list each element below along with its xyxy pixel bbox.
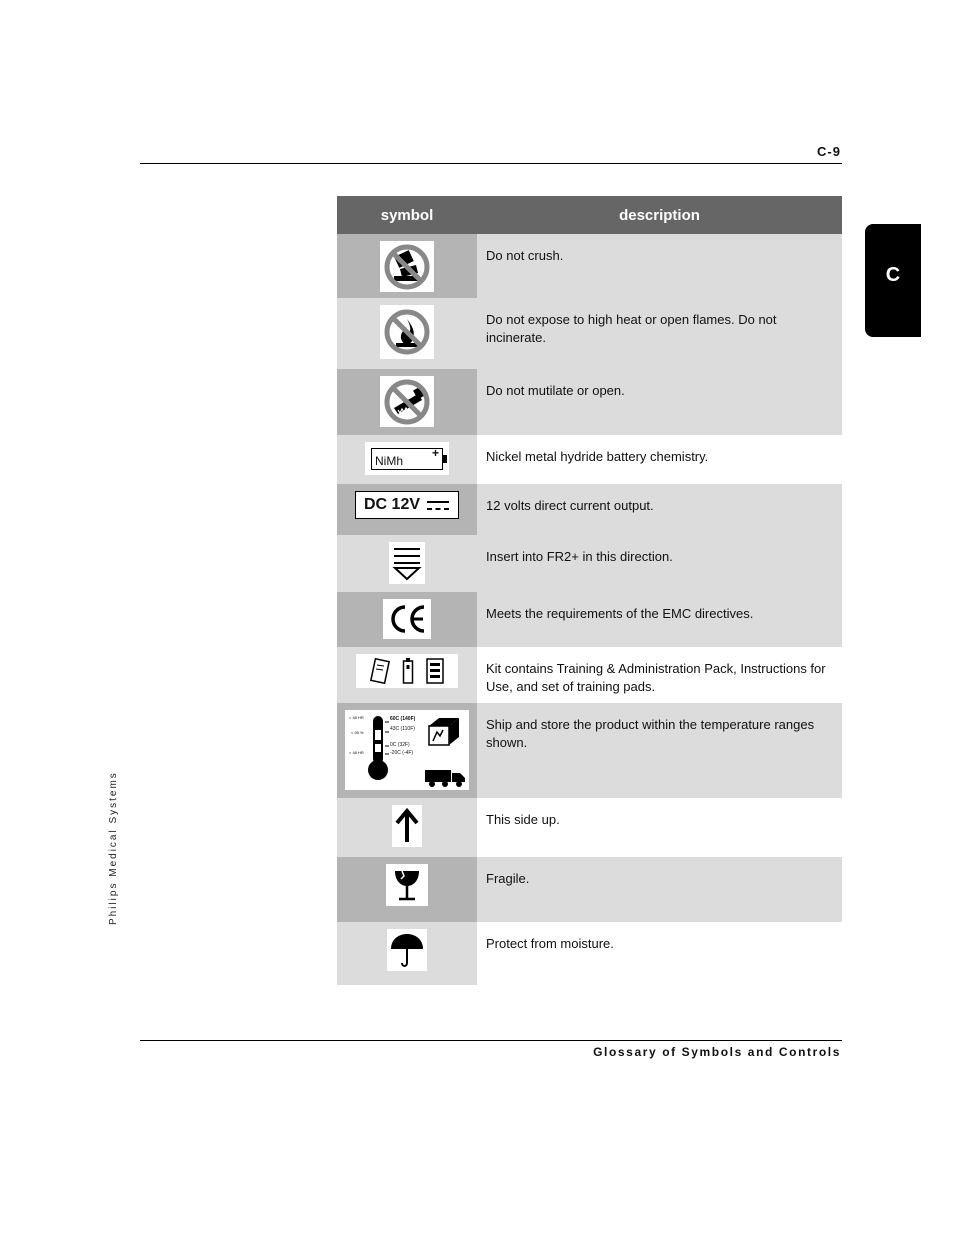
footer-rule — [140, 1040, 842, 1041]
kit-contents-icon — [356, 654, 458, 688]
label-temp-60c: 60C (140F) — [390, 716, 416, 722]
training-pads-icon — [425, 657, 445, 685]
table-row — [337, 435, 842, 484]
table-row — [337, 535, 842, 592]
symbol-cell — [337, 592, 477, 647]
table-row — [337, 592, 842, 647]
section-tab-label: C — [885, 264, 901, 286]
ce-mark-icon — [383, 599, 431, 639]
label-duration-a: < 48 HR — [349, 715, 364, 720]
symbol-cell — [337, 484, 477, 535]
table-row — [337, 234, 842, 298]
dc-voltage-label: DC 12V — [363, 496, 421, 513]
description-cell: Meets the requirements of the EMC directives. — [477, 592, 842, 647]
description-cell: Do not crush. — [477, 234, 842, 298]
table-row — [337, 484, 842, 535]
do-not-crush-icon — [380, 241, 434, 292]
description-cell: Do not mutilate or open. — [477, 369, 842, 435]
instructions-icon — [402, 657, 414, 685]
section-tab[interactable] — [865, 224, 921, 337]
battery-label: NiMh — [375, 453, 404, 468]
plus-icon: + — [431, 445, 439, 460]
description-cell: This side up. — [477, 798, 842, 857]
symbol-column-header: symbol — [380, 206, 434, 224]
do-not-mutilate-icon — [380, 376, 434, 427]
table-row — [337, 922, 842, 985]
direct-current-icon — [426, 498, 450, 512]
description-cell: Nickel metal hydride battery chemistry. — [477, 435, 842, 484]
no-heat-flame-icon — [380, 305, 434, 359]
temperature-range-icon — [345, 710, 469, 790]
description-cell: Kit contains Training & Administration Pack, Instructions for Use, and set of training pads. — [477, 647, 842, 703]
publisher-side-text: Philips Medical Systems — [108, 771, 119, 925]
label-temp-minus20c: -20C (-4F) — [390, 750, 414, 756]
insert-direction-icon — [389, 542, 425, 584]
thermometer-icon — [363, 714, 393, 784]
footer-title: Glossary of Symbols and Controls — [593, 1045, 841, 1059]
label-duration-b: < 48 HR — [349, 750, 364, 755]
description-column-header: description — [619, 206, 700, 224]
symbol-cell — [337, 369, 477, 435]
table-row — [337, 298, 842, 369]
protect-moisture-icon — [387, 929, 427, 971]
truck-icon — [425, 768, 467, 788]
table-row — [337, 369, 842, 435]
symbol-cell — [337, 234, 477, 298]
description-cell: Ship and store the product within the temperature ranges shown. — [477, 703, 842, 798]
symbol-cell — [337, 535, 477, 592]
description-cell: Do not expose to high heat or open flames. Do not incinerate. — [477, 298, 842, 369]
symbol-cell — [337, 298, 477, 369]
header-rule — [140, 163, 842, 164]
dc-voltage-icon — [355, 491, 459, 519]
storage-box-icon — [427, 716, 461, 746]
label-humidity: < 95 % — [351, 730, 364, 735]
table-row — [337, 857, 842, 922]
nimh-battery-icon — [365, 442, 449, 475]
pack-icon — [369, 657, 391, 685]
this-side-up-icon — [392, 805, 422, 847]
symbol-cell — [337, 647, 477, 703]
description-cell: Insert into FR2+ in this direction. — [477, 535, 842, 592]
symbol-cell — [337, 703, 477, 798]
symbol-cell — [337, 435, 477, 484]
page-number: C-9 — [817, 144, 841, 159]
description-cell: 12 volts direct current output. — [477, 484, 842, 535]
table-row — [337, 798, 842, 857]
table-row — [337, 647, 842, 703]
symbols-table — [337, 196, 842, 985]
fragile-icon — [386, 864, 428, 906]
description-cell: Protect from moisture. — [477, 922, 842, 985]
label-temp-0c: 0C (32F) — [390, 742, 410, 748]
symbol-cell — [337, 798, 477, 857]
symbol-cell — [337, 857, 477, 922]
label-temp-43c: 43C (110F) — [390, 726, 415, 732]
symbol-cell — [337, 922, 477, 985]
description-cell: Fragile. — [477, 857, 842, 922]
table-row — [337, 703, 842, 798]
table-header — [337, 196, 842, 234]
